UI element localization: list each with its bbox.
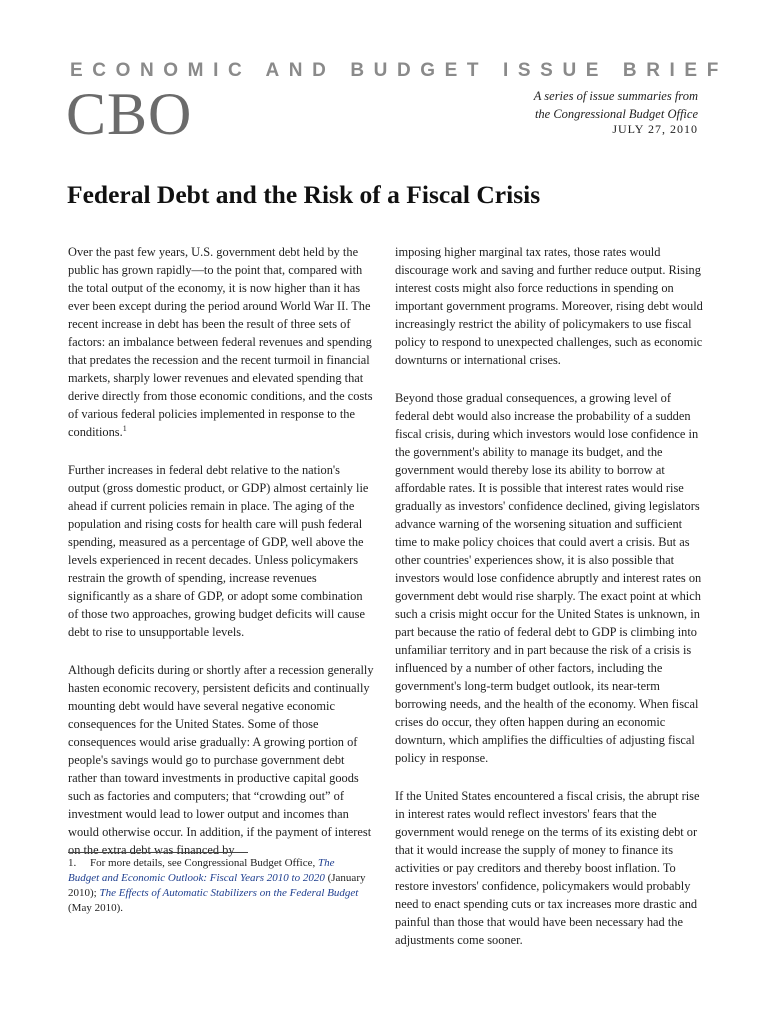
citation-link-automatic-stabilizers[interactable]: The Effects of Automatic Stabilizers on the Federal Budget: [99, 887, 359, 899]
paragraph: [68, 243, 374, 441]
page-title: Federal Debt and the Risk of a Fiscal Crisis: [67, 180, 541, 209]
footnote-lead: For more details, see Congressional Budget Office,: [90, 857, 316, 869]
tagline-line-2: the Congressional Budget Office: [534, 107, 698, 121]
tagline: [534, 87, 698, 123]
footnote-mid: (January 2010);: [68, 872, 366, 899]
right-column: [395, 243, 705, 969]
paragraph: Although deficits during or shortly after a recession generally hasten economic recovery, persistent deficits and continually mounting debt would have several negative economic consequences for the United States. Some of those consequences would arise gradually: A growing portion of people's savings would go to purchase government debt rather than toward investments in productive capital goods such as factories and computers; that “crowding out” of investment would lead to lower output and incomes than would otherwise occur. In addition, if the payment of interest on the extra debt was financed by: [68, 663, 374, 857]
citation-link-budget-outlook[interactable]: The Budget and Economic Outlook: Fiscal Years 2010 to 2020: [68, 857, 335, 884]
footnote-tail: (May 2010).: [68, 902, 123, 914]
footnote-divider: [68, 852, 248, 853]
cbo-logo: CBO: [66, 81, 193, 147]
publication-date: JULY 27, 2010: [612, 122, 698, 136]
footnote: [68, 856, 368, 916]
left-column: [68, 243, 374, 879]
paragraph: imposing higher marginal tax rates, those rates would discourage work and saving and further reduce output. Rising interest costs might also force reductions in spending on important government programs. Moreover, rising debt would increasingly restrict the ability of policymakers to use fiscal policy to respond to unexpected challenges, such as economic downturns or international crises.: [395, 245, 703, 367]
paragraph: If the United States encountered a fiscal crisis, the abrupt rise in interest rates would reflect investors' fears that the government would renege on the terms of its existing debt or that it would increase the supply of money to finance its activities or pay creditors and thereby boost inflation. To restore investors' confidence, policymakers would probably need to enact spending cuts or tax increases more drastic and painful than those that would have been necessary had the adjustments come sooner.: [395, 789, 700, 947]
tagline-line-1: A series of issue summaries from: [533, 89, 698, 103]
paragraph: Beyond those gradual consequences, a growing level of federal debt would also increase the probability of a sudden fiscal crisis, during which investors would lose confidence in the government's ability to manage its budget, and the government would thereby lose its ability to borrow at affordable rates. It is possible that interest rates would rise gradually as investors' confidence declined, giving legislators advance warning of the worsening situation and sufficient time to make policy choices that could avert a crisis. But as other countries' experiences show, it is also possible that investors would lose confidence abruptly and interest rates on government debt would rise sharply. The exact point at which such a crisis might occur for the United States is unknown, in part because the ratio of federal debt to GDP is climbing into unfamiliar territory and in part because the risk of a crisis is influenced by a number of other factors, including the government's long-term budget outlook, its near-term borrowing needs, and the health of the economy. When fiscal crises do occur, they often happen during an economic downturn, which amplifies the difficulties of adjusting fiscal policy in response.: [395, 391, 702, 765]
paragraph: Further increases in federal debt relative to the nation's output (gross domestic product, or GDP) almost certainly lie ahead if current policies remain in place. The aging of the population and rising costs for health care will push federal spending, measured as a percentage of GDP, well above the levels experienced in recent decades. Unless policymakers restrain the growth of spending, increase revenues significantly as a share of GDP, or adopt some combination of those two approaches, growing budget deficits will cause debt to rise to unsupportable levels.: [68, 463, 369, 639]
series-title: ECONOMIC AND BUDGET ISSUE BRIEF: [70, 60, 728, 81]
footnote-marker[interactable]: 1: [122, 423, 127, 433]
footnote-number: 1.: [68, 857, 77, 869]
paragraph-text: Over the past few years, U.S. government debt held by the public has grown rapidly—to the point that, compared with the total output of the economy, it is now higher than it has ever been except during the period around World War II. The recent increase in debt has been the result of three sets of factors: an imbalance between federal revenues and spending that predates the recession and the recent turmoil in financial markets, sharply lower revenues and elevated spending that derive directly from those economic conditions, and the costs of various federal policies implemented in response to the conditions.: [68, 245, 373, 439]
